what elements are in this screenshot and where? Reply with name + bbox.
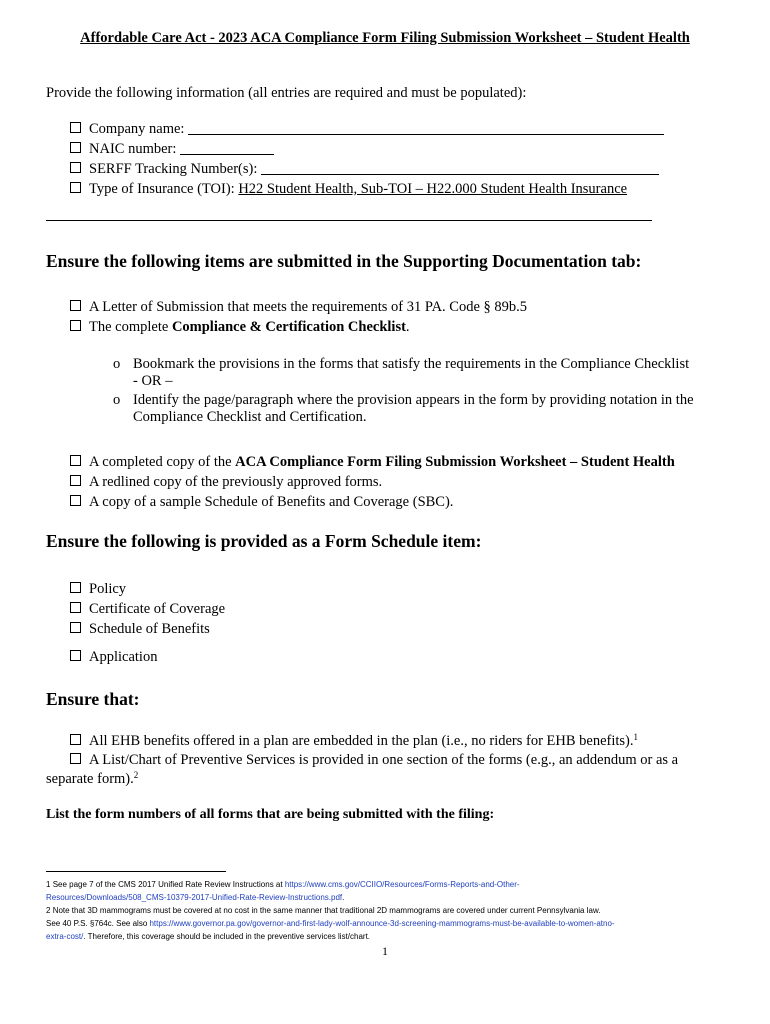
checkbox[interactable] — [70, 475, 81, 486]
naic-number-field[interactable]: NAIC number: — [70, 141, 274, 158]
bullet-marker: o — [113, 392, 121, 408]
footnote-1-cont: Resources/Downloads/508_CMS-10379-2017-Unified-Rate-Review-Instructions.pdf. — [46, 893, 345, 902]
footnote-ref[interactable]: 1 — [633, 732, 639, 742]
form-schedule-item: Application — [70, 649, 157, 666]
footnote-ref[interactable]: 2 — [133, 770, 139, 780]
footnote-rule — [46, 871, 226, 872]
serff-tracking-field[interactable]: SERFF Tracking Number(s): — [70, 161, 659, 178]
sub-item-identify: o Identify the page/paragraph where the provision appears in the form by providing notation in the — [113, 392, 694, 408]
checkbox[interactable] — [70, 122, 81, 133]
separator-line — [46, 220, 652, 221]
checkbox[interactable] — [70, 495, 81, 506]
ensure-item-ehb: All EHB benefits offered in a plan are embedded in the plan (i.e., no riders for EHB benefits).$^1$ — [70, 732, 638, 750]
footnote-1: 1 See page 7 of the CMS 2017 Unified Rate Review Instructions at https://www.cms.gov/CCIIO/Resources/Forms-Reports-and-Other- — [46, 880, 520, 889]
serff-tracking-blank[interactable] — [261, 162, 659, 175]
footnote-2-link-cont[interactable]: extra-cost/ — [46, 932, 84, 941]
checklist-item-sbc: A copy of a sample Schedule of Benefits and Coverage (SBC). — [70, 494, 453, 511]
type-of-insurance-field: Type of Insurance (TOI): H22 Student Health, Sub-TOI – H22.000 Student Health Insurance — [70, 181, 627, 198]
form-schedule-heading: Ensure the following is provided as a Form Schedule item: — [46, 531, 482, 551]
checklist-item-redlined: A redlined copy of the previously approved forms. — [70, 474, 382, 491]
footnote-1-link-cont[interactable]: Resources/Downloads/508_CMS-10379-2017-Unified-Rate-Review-Instructions.pdf — [46, 893, 343, 902]
checkbox[interactable] — [70, 300, 81, 311]
sub-item-or: - OR – — [133, 373, 173, 389]
document-title: Affordable Care Act - 2023 ACA Compliance Form Filing Submission Worksheet – Student Health — [80, 30, 690, 46]
form-schedule-item: Policy — [70, 581, 126, 598]
list-forms-heading: List the form numbers of all forms that are being submitted with the filing: — [46, 807, 495, 822]
checkbox[interactable] — [70, 622, 81, 633]
sub-item-bookmark: o Bookmark the provisions in the forms that satisfy the requirements in the Compliance Checklist — [113, 356, 690, 372]
checklist-item-worksheet: A completed copy of the ACA Compliance Form Filing Submission Worksheet – Student Health — [70, 454, 675, 471]
checkbox[interactable] — [70, 602, 81, 613]
checkbox[interactable] — [70, 582, 81, 593]
footnote-2-cont2: extra-cost/. Therefore, this coverage should be included in the preventive services list/chart. — [46, 932, 371, 941]
footnote-2-cont: See 40 P.S. §764c. See also https://www.governor.pa.gov/governor-and-first-lady-wolf-announce-3d-screening-mammograms-must-be-available-to-women-atno- — [46, 919, 615, 928]
toi-value: H22 Student Health, Sub-TOI – H22.000 Student Health Insurance — [238, 181, 628, 197]
ensure-item-preventive: A List/Chart of Preventive Services is provided in one section of the forms (e.g., an addendum or as a — [70, 752, 678, 769]
checkbox[interactable] — [70, 162, 81, 173]
company-name-field[interactable]: Company name: — [70, 121, 664, 138]
footnote-2-link[interactable]: https://www.governor.pa.gov/governor-and-first-lady-wolf-announce-3d-screening-mammograms-must-be-available-to-women-atno- — [149, 919, 615, 928]
page-number: 1 — [382, 944, 388, 958]
checkbox[interactable] — [70, 182, 81, 193]
checklist-item-letter: A Letter of Submission that meets the requirements of 31 PA. Code § 89b.5 — [70, 299, 527, 316]
checkbox[interactable] — [70, 142, 81, 153]
checkbox[interactable] — [70, 320, 81, 331]
form-schedule-item: Schedule of Benefits — [70, 621, 210, 638]
company-name-blank[interactable] — [188, 122, 664, 135]
checkbox[interactable] — [70, 455, 81, 466]
checkbox[interactable] — [70, 650, 81, 661]
ensure-item-preventive-cont: separate form).$^2$ — [46, 770, 139, 787]
supporting-docs-heading: Ensure the following items are submitted in the Supporting Documentation tab: — [46, 251, 642, 271]
bullet-marker: o — [113, 356, 121, 372]
sub-item-identify-cont: Compliance Checklist and Certification. — [133, 409, 367, 425]
checklist-item-compliance: The complete Compliance & Certification Checklist. — [70, 319, 410, 336]
footnote-2: 2 Note that 3D mammograms must be covered at no cost in the same manner that traditional 2D mammograms are covered under current Pennsylvania law. — [46, 906, 601, 915]
footnote-1-link[interactable]: https://www.cms.gov/CCIIO/Resources/Forms-Reports-and-Other- — [284, 880, 520, 889]
checkbox[interactable] — [70, 734, 81, 745]
checkbox[interactable] — [70, 753, 81, 764]
naic-number-blank[interactable] — [180, 142, 274, 155]
ensure-that-heading: Ensure that: — [46, 689, 140, 709]
intro-text: Provide the following information (all entries are required and must be populated): — [46, 85, 527, 101]
form-schedule-item: Certificate of Coverage — [70, 601, 225, 618]
